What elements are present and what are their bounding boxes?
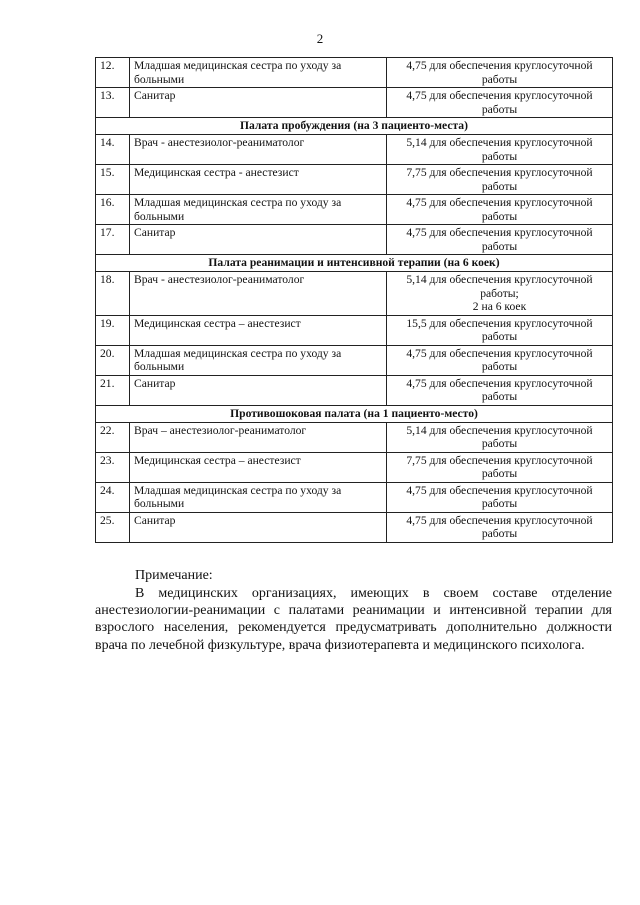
staff-count-line: 5,14 для обеспечения круглосуточной (406, 423, 593, 437)
staff-count-line: работы (481, 102, 518, 116)
staff-count-line: 4,75 для обеспечения круглосуточной (406, 346, 593, 360)
staff-count-line: 5,14 для обеспечения круглосуточной (406, 273, 593, 286)
staff-count-line: работы (481, 390, 518, 403)
staff-count-line: работы (481, 330, 518, 343)
table-row (96, 225, 613, 255)
note-title: Примечание: (135, 568, 213, 583)
table-row (96, 422, 613, 452)
section-title: Палата реанимации и интенсивной терапии (на 6 коек) (96, 255, 613, 272)
staff-count-line: 4,75 для обеспечения круглосуточной (406, 376, 593, 390)
row-number: 23. (96, 452, 130, 482)
staff-count (387, 135, 613, 165)
staff-count-line: работы (481, 209, 518, 223)
staff-count-line: 4,75 для обеспечения круглосуточной (406, 483, 593, 497)
staff-count (387, 225, 613, 255)
position-title: Младшая медицинская сестра по уходу за больными (130, 58, 387, 88)
position-title: Санитар (130, 225, 387, 255)
staff-count-line: 4,75 для обеспечения круглосуточной (406, 59, 593, 72)
table-row (96, 165, 613, 195)
position-title: Санитар (130, 375, 387, 405)
position-title: Врач – анестезиолог-реаниматолог (130, 422, 387, 452)
row-number: 24. (96, 482, 130, 512)
section-title: Палата пробуждения (на 3 пациенто-места) (96, 118, 613, 135)
table-row (96, 482, 613, 512)
staff-count-line: работы (481, 497, 518, 510)
table-row (96, 512, 613, 542)
staff-count (387, 422, 613, 452)
staff-count-line: работы (481, 360, 518, 373)
staff-count-line: 15,5 для обеспечения круглосуточной (406, 316, 593, 330)
staff-count (387, 272, 613, 316)
staff-count (387, 195, 613, 225)
position-title: Младшая медицинская сестра по уходу за больными (130, 345, 387, 375)
row-number: 17. (96, 225, 130, 255)
row-number: 19. (96, 315, 130, 345)
row-number: 22. (96, 422, 130, 452)
staff-count-line: работы (481, 149, 518, 163)
page-number: 2 (316, 31, 324, 46)
section-title: Противошоковая палата (на 1 пациенто-место) (96, 405, 613, 422)
staff-table (95, 57, 613, 543)
row-number: 14. (96, 135, 130, 165)
row-number: 16. (96, 195, 130, 225)
staff-count-line: 4,75 для обеспечения круглосуточной (406, 226, 593, 239)
staff-count-line: работы (481, 467, 518, 480)
staff-count-line: работы (481, 437, 518, 450)
staff-count-line: 7,75 для обеспечения круглосуточной (406, 453, 593, 467)
position-title: Санитар (130, 512, 387, 542)
note-text: В медицинских организациях, имеющих в своем составе отделение анестезиологии-реанимации с палатами реанимации и интенсивной терапии для взрослого населения, рекомендуется предусматривать дополнительно должности врача по лечебной физкультуре, врача физиотерапевта и медицинского психолога. (95, 586, 612, 653)
position-title: Медицинская сестра – анестезист (130, 452, 387, 482)
staff-count-line: работы (481, 72, 518, 86)
staff-count-line: 4,75 для обеспечения круглосуточной (406, 196, 593, 209)
staff-count (387, 58, 613, 88)
position-title: Младшая медицинская сестра по уходу за больными (130, 195, 387, 225)
staff-count (387, 345, 613, 375)
section-header-row (96, 118, 613, 135)
staff-count-line: работы (481, 239, 518, 253)
staff-count-line: 4,75 для обеспечения круглосуточной (406, 513, 593, 527)
position-title: Врач - анестезиолог-реаниматолог (130, 135, 387, 165)
position-title: Санитар (130, 88, 387, 118)
table-row (96, 452, 613, 482)
row-number: 25. (96, 512, 130, 542)
table-row (96, 272, 613, 316)
row-number: 12. (96, 58, 130, 88)
staff-count (387, 88, 613, 118)
staff-count-line: 5,14 для обеспечения круглосуточной (406, 136, 593, 149)
section-header-row (96, 405, 613, 422)
table-row (96, 88, 613, 118)
section-header-row (96, 255, 613, 272)
staff-count (387, 512, 613, 542)
row-number: 20. (96, 345, 130, 375)
staff-count (387, 482, 613, 512)
position-title: Врач - анестезиолог-реаниматолог (130, 272, 387, 316)
staff-count (387, 375, 613, 405)
table-row (96, 58, 613, 88)
staff-count (387, 315, 613, 345)
staff-count-line: работы (481, 179, 518, 193)
table-row (96, 195, 613, 225)
staff-count-line: 7,75 для обеспечения круглосуточной (406, 166, 593, 179)
position-title: Медицинская сестра – анестезист (130, 315, 387, 345)
row-number: 21. (96, 375, 130, 405)
staff-count-line: 4,75 для обеспечения круглосуточной (406, 89, 593, 102)
position-title: Младшая медицинская сестра по уходу за больными (130, 482, 387, 512)
row-number: 18. (96, 272, 130, 316)
table-row (96, 315, 613, 345)
staff-count-line: работы (481, 527, 518, 540)
position-title: Медицинская сестра - анестезист (130, 165, 387, 195)
table-row (96, 135, 613, 165)
staff-table-body (96, 58, 613, 543)
staff-count-line: работы; (480, 286, 519, 300)
table-row (96, 345, 613, 375)
table-row (96, 375, 613, 405)
row-number: 13. (96, 88, 130, 118)
staff-count (387, 165, 613, 195)
staff-count-line: 2 на 6 коек (472, 300, 527, 313)
staff-count (387, 452, 613, 482)
row-number: 15. (96, 165, 130, 195)
